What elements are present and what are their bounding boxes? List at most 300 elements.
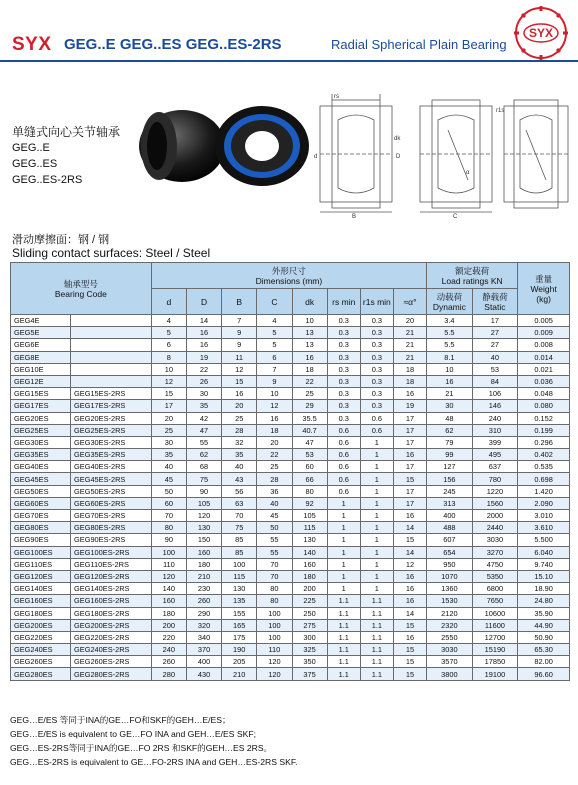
brand-name: SYX [12,34,52,55]
table-cell: 1070 [427,570,473,582]
type-list [12,124,120,188]
table-cell: 17 [393,412,426,424]
table-cell: 105 [292,510,327,522]
table-cell: GEG60ES-2RS [71,497,152,509]
table-cell: 16 [393,510,426,522]
table-cell: 10600 [472,607,518,619]
table-cell: 70 [222,510,257,522]
table-cell: 18 [292,363,327,375]
table-cell: 0.3 [360,351,393,363]
table-row [11,595,570,607]
table-cell: 0.3 [327,351,360,363]
table-cell: 1 [327,570,360,582]
drawing-label: r1s [496,108,505,114]
table-cell: 320 [186,619,221,631]
table-cell: 0.036 [518,375,570,387]
table-cell: 2320 [427,619,473,631]
table-cell: 55 [257,534,292,546]
table-cell: 10 [151,363,186,375]
table-cell: 250 [292,607,327,619]
table-cell: 40 [151,461,186,473]
table-cell: 28 [222,424,257,436]
table-cell: 1 [327,583,360,595]
table-cell: 100 [257,619,292,631]
table-cell: 8.1 [427,351,473,363]
bearing-cross-section-drawing [308,90,576,220]
table-cell: GEG160ES [11,595,71,607]
table-cell: 260 [151,656,186,668]
table-cell: 120 [186,510,221,522]
table-body [11,315,570,681]
table-cell: 47 [292,436,327,448]
table-cell: GEG50ES [11,485,71,497]
table-cell: 0.3 [327,339,360,351]
table-cell: 3.010 [518,510,570,522]
table-cell: 325 [292,644,327,656]
table-cell: 60 [292,461,327,473]
table-cell: 5350 [472,570,518,582]
table-cell: 0.008 [518,339,570,351]
col-header-rs: rs min [327,289,360,315]
table-row [11,534,570,546]
table-cell: 56 [222,485,257,497]
table-cell: 3030 [427,644,473,656]
table-cell [71,327,152,339]
table-cell: 637 [472,461,518,473]
table-cell: 1 [360,534,393,546]
table-cell: 85 [222,534,257,546]
table-cell: 62 [186,449,221,461]
col-header-B: B [222,289,257,315]
table-cell: GEG120ES [11,570,71,582]
table-cell: 55 [257,546,292,558]
table-cell: 0.199 [518,424,570,436]
table-cell: 45 [151,473,186,485]
drawing-label: B [352,214,357,220]
table-cell: 20 [222,400,257,412]
table-cell: 5 [257,327,292,339]
table-cell: GEG260ES-2RS [71,656,152,668]
table-cell: 30 [151,436,186,448]
table-cell: 0.6 [327,461,360,473]
table-cell: GEG80ES [11,522,71,534]
table-cell: GEG100ES [11,546,71,558]
table-cell: 16 [427,375,473,387]
table-cell: 1.1 [327,668,360,680]
table-cell: 160 [292,558,327,570]
table-cell: 1.1 [360,619,393,631]
table-cell: 5.500 [518,534,570,546]
table-cell [71,375,152,387]
table-cell: 5.5 [427,327,473,339]
table-cell: 50 [257,522,292,534]
table-cell: 80 [257,595,292,607]
table-cell [71,351,152,363]
table-cell: 85 [222,546,257,558]
table-cell: GEG90ES-2RS [71,534,152,546]
table-cell: GEG200ES-2RS [71,619,152,631]
table-cell: 1 [360,558,393,570]
table-cell: 0.3 [327,375,360,387]
table-cell: 225 [292,595,327,607]
table-cell: 0.048 [518,388,570,400]
table-cell: 290 [186,607,221,619]
table-cell: 0.6 [327,473,360,485]
table-cell: 300 [292,631,327,643]
table-cell: 16 [393,449,426,461]
table-cell: 1.1 [327,644,360,656]
table-cell: 53 [472,363,518,375]
table-cell: 16 [393,583,426,595]
table-cell: 370 [186,644,221,656]
table-cell: GEG180ES [11,607,71,619]
table-cell: 146 [472,400,518,412]
table-cell: 19 [393,400,426,412]
table-cell: 1 [360,570,393,582]
table-cell: 180 [151,607,186,619]
table-row [11,607,570,619]
col-header-D: D [186,289,221,315]
note-line: GEG…ES-2RS is equivalent to GE…FO-2RS INA and GEH…ES-2RS SKF. [10,757,298,767]
table-cell: 17 [393,461,426,473]
table-cell: 47 [186,424,221,436]
table-cell: GEG180ES-2RS [71,607,152,619]
table-cell: 16 [393,388,426,400]
table-cell: 110 [151,558,186,570]
table-cell: 2550 [427,631,473,643]
table-cell: 63 [222,497,257,509]
table-cell: 0.3 [360,315,393,327]
table-cell: 45 [257,510,292,522]
table-cell: 80 [292,485,327,497]
table-cell: 15190 [472,644,518,656]
specification-table [10,262,570,681]
table-cell: 190 [222,644,257,656]
table-cell: 1 [360,485,393,497]
table-cell: GEG160ES-2RS [71,595,152,607]
table-cell: GEG15ES-2RS [71,388,152,400]
table-cell: 22 [186,363,221,375]
bearing-photo [137,98,317,190]
table-cell: 2000 [472,510,518,522]
table-cell: 0.3 [360,327,393,339]
table-cell: 16 [186,327,221,339]
table-cell: 275 [292,619,327,631]
table-cell: 110 [257,644,292,656]
table-cell: 0.6 [360,424,393,436]
table-row [11,363,570,375]
table-cell: 35 [222,449,257,461]
table-cell: 106 [472,388,518,400]
table-cell: 400 [427,510,473,522]
table-cell: 20 [257,436,292,448]
table-row [11,327,570,339]
table-cell: 21 [393,327,426,339]
table-cell: 1360 [427,583,473,595]
table-cell: 495 [472,449,518,461]
table-cell: 120 [257,668,292,680]
table-cell: GEG17ES-2RS [71,400,152,412]
table-row [11,449,570,461]
table-cell: 19 [186,351,221,363]
table-cell: 130 [292,534,327,546]
page-header [0,0,578,60]
table-cell: 950 [427,558,473,570]
table-cell: 15.10 [518,570,570,582]
col-header-r1s: r1s min [360,289,393,315]
table-cell: 16 [393,595,426,607]
table-cell: GEG20ES [11,412,71,424]
table-cell: GEG6E [11,339,71,351]
table-cell: 4750 [472,558,518,570]
table-cell: 399 [472,436,518,448]
table-cell: 30 [186,388,221,400]
logo-text: SYX [528,26,554,40]
table-cell: 50 [151,485,186,497]
table-cell: 32 [222,436,257,448]
load-ratings-header: 额定载荷 Load ratings KN [427,263,518,289]
table-cell: 350 [292,656,327,668]
table-cell: 105 [186,497,221,509]
table-cell: 1 [360,522,393,534]
table-cell: 4 [257,315,292,327]
table-cell: 180 [186,558,221,570]
table-cell: 0.698 [518,473,570,485]
type-item: GEG..ES-2RS [12,174,83,186]
table-cell: 1.1 [360,668,393,680]
table-cell: 35.90 [518,607,570,619]
table-cell: 375 [292,668,327,680]
table-cell: 340 [186,631,221,643]
table-cell: 0.296 [518,436,570,448]
table-cell: 3030 [472,534,518,546]
table-cell: GEG35ES [11,449,71,461]
col-header-alpha: ≈α° [393,289,426,315]
table-cell: 100 [257,631,292,643]
table-cell: 1 [360,583,393,595]
table-cell: 17 [151,400,186,412]
table-cell: GEG120ES-2RS [71,570,152,582]
table-cell: 25 [151,424,186,436]
table-cell: 0.6 [327,436,360,448]
table-cell: 1.1 [327,631,360,643]
table-cell: 16 [222,388,257,400]
col-header-d: d [151,289,186,315]
table-cell: 1 [327,534,360,546]
table-cell: 9 [257,375,292,387]
table-cell: GEG35ES-2RS [71,449,152,461]
table-cell: 0.3 [360,339,393,351]
table-cell: 35 [186,400,221,412]
table-cell: 2120 [427,607,473,619]
table-cell: 115 [222,570,257,582]
table-cell: GEG200ES [11,619,71,631]
table-cell: 80 [257,583,292,595]
table-cell: 7 [222,315,257,327]
table-cell: GEG240ES-2RS [71,644,152,656]
table-cell: 0.152 [518,412,570,424]
table-cell: GEG240ES [11,644,71,656]
table-row [11,461,570,473]
table-row [11,546,570,558]
table-cell: 0.009 [518,327,570,339]
drawing-label: C [453,214,458,220]
table-cell: 160 [151,595,186,607]
table-cell: 0.005 [518,315,570,327]
table-cell: 14 [186,315,221,327]
table-row [11,522,570,534]
table-cell: 24.80 [518,595,570,607]
table-cell: 1 [327,522,360,534]
table-cell: 607 [427,534,473,546]
table-cell: 160 [186,546,221,558]
table-cell: 0.3 [327,388,360,400]
table-cell: 15 [393,644,426,656]
table-cell: 13 [292,339,327,351]
table-cell: 62 [427,424,473,436]
table-row [11,339,570,351]
syx-logo-icon [510,5,572,61]
table-cell: 27 [472,339,518,351]
table-cell: 1 [327,558,360,570]
table-cell: 155 [222,607,257,619]
table-cell: 25 [292,388,327,400]
table-cell: 1 [360,436,393,448]
table-cell: 15 [393,473,426,485]
table-cell: 1.1 [327,595,360,607]
table-cell: GEG80ES-2RS [71,522,152,534]
table-cell: GEG70ES-2RS [71,510,152,522]
table-cell: 21 [393,351,426,363]
table-cell: 18 [393,363,426,375]
col-header-dynamic: 动载荷 Dynamic [427,289,473,315]
table-cell: 0.402 [518,449,570,461]
table-cell: 6800 [472,583,518,595]
table-cell: GEG40ES [11,461,71,473]
type-item: GEG..E [12,142,50,154]
table-cell: 15 [393,668,426,680]
table-row [11,485,570,497]
material-cn: 滑动摩擦面：钢 / 钢 [12,234,110,246]
table-cell: GEG45ES [11,473,71,485]
table-cell: 200 [151,619,186,631]
table-cell: 205 [222,656,257,668]
equivalence-notes [10,713,298,769]
table-row [11,497,570,509]
table-cell: 313 [427,497,473,509]
table-cell: 16 [257,412,292,424]
table-cell: 3570 [427,656,473,668]
table-cell: 22 [257,449,292,461]
col-header-static: 静载荷 Static [472,289,518,315]
table-cell: 5.5 [427,339,473,351]
series-title: GEG..E GEG..ES GEG..ES-2RS [64,36,282,53]
product-subtitle: Radial Spherical Plain Bearing [331,37,507,52]
table-row [11,510,570,522]
table-cell: 11600 [472,619,518,631]
table-cell: 22 [292,375,327,387]
table-cell: 66 [292,473,327,485]
table-cell: 21 [427,388,473,400]
table-cell: 43 [222,473,257,485]
table-cell: 240 [472,412,518,424]
table-cell: 0.3 [327,315,360,327]
table-cell: 1.1 [360,631,393,643]
table-cell: GEG70ES [11,510,71,522]
table-cell: 3800 [427,668,473,680]
table-cell: 100 [222,558,257,570]
table-cell: 12 [257,400,292,412]
table-cell: 120 [151,570,186,582]
table-cell: GEG45ES-2RS [71,473,152,485]
table-cell: 0.021 [518,363,570,375]
table-row [11,558,570,570]
table-row [11,388,570,400]
table-cell: 488 [427,522,473,534]
table-cell: 7650 [472,595,518,607]
table-cell: GEG40ES-2RS [71,461,152,473]
table-cell: 400 [186,656,221,668]
table-cell: 210 [186,570,221,582]
table-cell: 17850 [472,656,518,668]
table-cell: 5 [151,327,186,339]
material-info [12,234,210,260]
table-cell: 1.1 [360,595,393,607]
drawing-label: D [396,154,401,160]
table-cell: 70 [257,558,292,570]
table-cell: 0.3 [360,388,393,400]
table-cell: 68 [186,461,221,473]
table-cell: 245 [427,485,473,497]
drawing-label: rs [334,94,339,100]
table-cell: 130 [222,583,257,595]
bearing-code-header: 轴承型号 Bearing Code [11,263,152,315]
table-cell: 40 [257,497,292,509]
table-cell: 90 [151,534,186,546]
type-title-cn: 单缝式向心关节轴承 [12,125,121,139]
table-cell: GEG12E [11,375,71,387]
table-cell: 70 [257,570,292,582]
table-cell: 40 [222,461,257,473]
table-cell: 0.6 [327,449,360,461]
table-cell: 2.090 [518,497,570,509]
table-cell: GEG10E [11,363,71,375]
weight-header: 重量 Weight (kg) [518,263,570,315]
table-cell: 9 [222,327,257,339]
table-cell: 28 [257,473,292,485]
table-cell: 220 [151,631,186,643]
col-header-C: C [257,289,292,315]
table-cell: 140 [151,583,186,595]
table-cell: 100 [151,546,186,558]
table-cell: 9.740 [518,558,570,570]
table-cell: 70 [151,510,186,522]
table-cell: 19100 [472,668,518,680]
table-cell: 6.040 [518,546,570,558]
table-row [11,583,570,595]
col-header-dk: dk [292,289,327,315]
table-cell: 9 [222,339,257,351]
table-cell: 90 [186,485,221,497]
table-cell: 18.90 [518,583,570,595]
table-cell: 1 [360,473,393,485]
table-cell: 1 [360,510,393,522]
table-cell: GEG8E [11,351,71,363]
table-cell: 17 [393,424,426,436]
table-cell: 10 [257,388,292,400]
drawing-label: dk [394,136,401,142]
table-cell: 654 [427,546,473,558]
